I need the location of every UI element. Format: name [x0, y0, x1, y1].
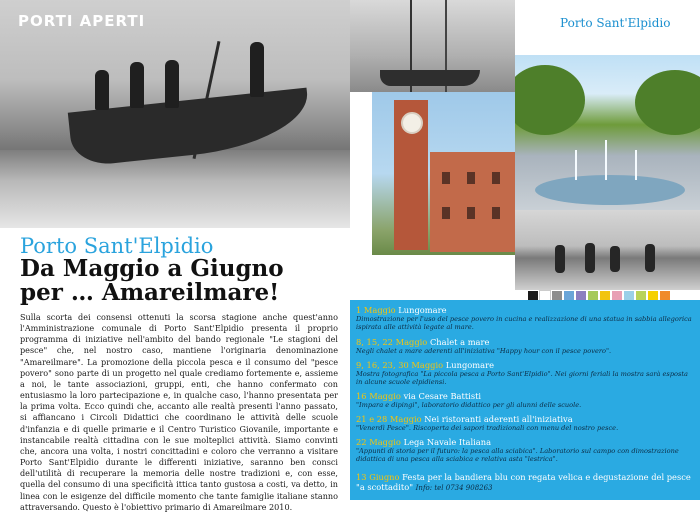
color-swatch — [660, 291, 670, 300]
event-item — [356, 305, 696, 331]
event-description: "Impara e dipingi", laboratorio didattico per gli alunni delle scuole. — [356, 401, 582, 409]
window-shape — [492, 172, 500, 184]
event-date: 1 Maggio — [356, 305, 396, 315]
event-info: Info: tel 0734 908263 — [415, 484, 493, 492]
event-description: Dimostrazione per l'uso del pesce povero in cucina e realizzazione di una statua in sabbia allegorica ispirata alle attività legate al mare. — [356, 315, 692, 331]
window-shape — [442, 207, 450, 219]
porti-aperti-logo: PORTI APERTI — [18, 12, 146, 30]
sailboat-photo — [350, 0, 515, 92]
event-description: "Venerdì Pesce". Riscoperta dei sapori tradizionali con menu del nostro pesce. — [356, 424, 619, 432]
event-description: Negli chalet a mare aderenti all'iniziativa "Happy hour con il pesce povero". — [356, 347, 612, 355]
color-swatch — [564, 291, 574, 300]
color-swatch — [552, 291, 562, 300]
fountain-pool-shape — [535, 175, 685, 205]
fisherman-figure — [250, 42, 264, 97]
event-description: Mostra fotografica "La piccola pesca a Porto Sant'Elpidio". Nei giorni feriali la mostra sarà esposta in alcune scuole elpidiensi. — [356, 370, 688, 386]
fisherman-figure — [130, 62, 144, 108]
boat-shape — [380, 70, 480, 86]
event-date: 22 Maggio — [356, 437, 401, 447]
window-shape — [467, 207, 475, 219]
color-swatch — [588, 291, 598, 300]
event-item — [356, 337, 696, 355]
color-swatch — [624, 291, 634, 300]
headline-line-1: Da Maggio a Giugno — [20, 255, 284, 282]
event-date: 9, 16, 23, 30 Maggio — [356, 360, 444, 370]
clock-icon — [401, 112, 423, 134]
window-shape — [467, 172, 475, 184]
event-date: 16 Maggio — [356, 391, 401, 401]
event-title: Lungomare — [445, 360, 494, 370]
event-date: 8, 15, 22 Maggio — [356, 337, 428, 347]
events-panel — [350, 300, 700, 500]
fisherman-figure — [610, 246, 620, 272]
fountain-square-photo — [515, 55, 700, 210]
fisherman-figure — [585, 243, 595, 273]
color-swatch — [540, 291, 550, 300]
water-jet-shape — [635, 150, 637, 180]
event-title: Chalet a mare — [429, 337, 490, 347]
building-shape — [430, 152, 515, 252]
event-date: 13 Giugno — [356, 472, 400, 482]
fisherman-figure — [95, 70, 109, 110]
event-item — [356, 360, 696, 386]
color-swatch — [648, 291, 658, 300]
fishermen-boat-photo — [0, 0, 350, 228]
fisherman-figure — [645, 244, 655, 272]
event-title: Festa per la bandiera blu con regata velica e degustazione del pesce "a scottadito" — [356, 472, 691, 492]
water-jet-shape — [575, 150, 577, 180]
event-title: Lega Navale Italiana — [403, 437, 492, 447]
color-swatch — [612, 291, 622, 300]
color-swatch — [636, 291, 646, 300]
event-item-final — [356, 472, 696, 493]
tree-shape — [635, 70, 700, 135]
color-swatch-strip — [528, 291, 670, 300]
event-date: 21 e 28 Maggio — [356, 414, 422, 424]
event-description: "Appunti di storia per il futuro: la pesca alla sciabica". Laboratorio sul campo con dimostrazione didattica di una pesca alla sciabica e relativa asta "lestrica". — [356, 447, 679, 463]
headline-city: Porto Sant'Elpidio — [20, 234, 214, 258]
event-item — [356, 437, 696, 463]
tree-shape — [515, 65, 585, 135]
beach-fishermen-photo — [515, 210, 700, 290]
color-swatch — [528, 291, 538, 300]
color-swatch — [600, 291, 610, 300]
clock-tower-photo — [372, 92, 515, 255]
event-title: via Cesare Battisti — [403, 391, 482, 401]
sea-shape — [0, 150, 350, 228]
water-jet-shape — [605, 140, 607, 180]
color-swatch — [576, 291, 586, 300]
event-item — [356, 391, 696, 409]
window-shape — [492, 207, 500, 219]
headline-line-2: per … Amareilmare! — [20, 279, 280, 306]
event-title: Lungomare — [398, 305, 447, 315]
fisherman-figure — [555, 245, 565, 273]
intro-body-text: Sulla scorta dei consensi ottenuti la scorsa stagione anche quest'anno l'Amministrazione comunale di Porto Sant'Elpidio presenta il proprio programma di iniziative nell'ambito del bando regionale "Le stagioni del pesce" che, nel nostro caso, mantiene l'originaria denominazione "Amareilmare". La promozione della piccola pesca e il consumo del "pesce povero" sono parte di un progetto nel quale crediamo fortemente e, assieme a noi, le tante associazioni, gruppi, enti, che hanno confermato con entusiasmo la loro partecipazione e, in qualche caso, l'hanno presentata per la prima volta. Ecco quindi che, accanto alle realtà presenti l'anno passato, si affiancano i Circoli Didattici che coordinano le attività delle scuole d'infanzia e di quelle primarie e il Centro Turistico Giovanile, importante e instancabile realtà cittadina con le sue molteplici attività. Siamo convinti che, ancora una volta, i nostri concittadini e coloro che verranno a visitare Porto Sant'Elpidio durante le differenti iniziative, saranno ben consci dell'utilità di recuperare la memoria delle nostre tradizioni e, con esse, quella del consumo di una specificità ittica tanto gustosa a costi, va detto, in linea con le esigenze del difficile momento che tante famiglie italiane stanno attraversando. Questo è l'obiettivo primario di Amareilmare 2010. — [20, 312, 338, 512]
header-title: Porto Sant'Elpidio — [560, 16, 671, 30]
event-title: Nei ristoranti aderenti all'iniziativa — [424, 414, 573, 424]
event-item — [356, 414, 696, 432]
window-shape — [442, 172, 450, 184]
fisherman-figure — [165, 60, 179, 108]
